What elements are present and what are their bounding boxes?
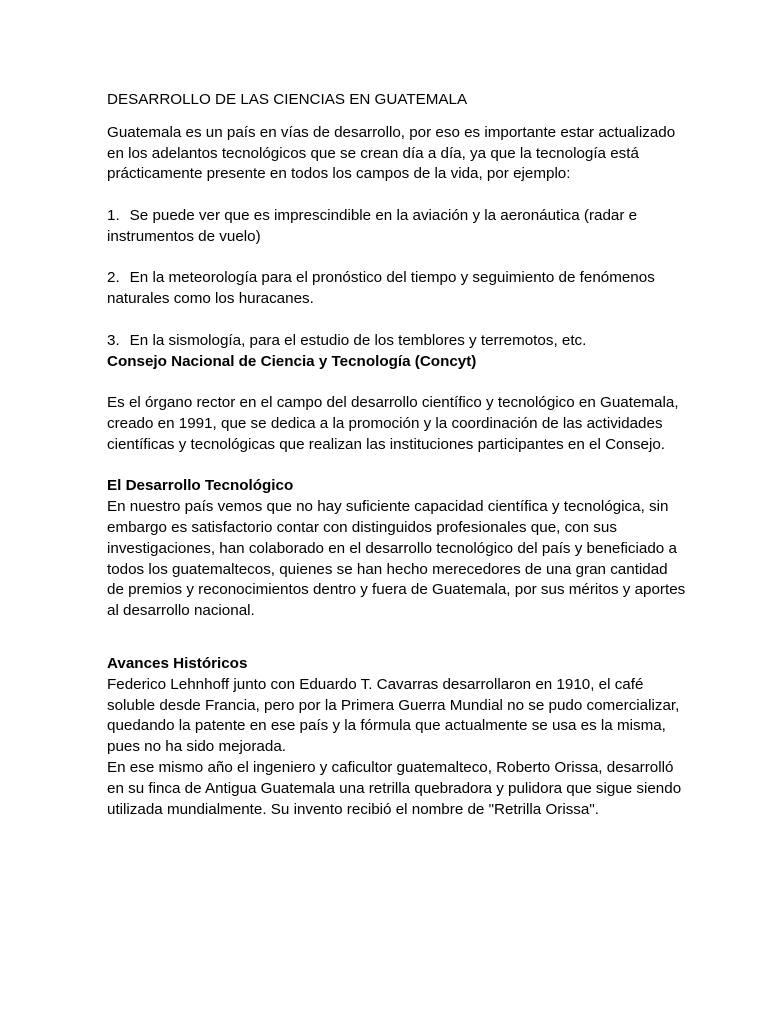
list-item <box>107 206 687 248</box>
list-item-text: En la meteorología para el pronóstico del tiempo y seguimiento de fenómenos naturales como los huracanes. <box>107 269 655 308</box>
section-paragraph: En nuestro país vemos que no hay suficiente capacidad científica y tecnológica, sin embargo es satisfactorio contar con distinguidos profesionales que, con sus investigaciones, han colaborado en el desarrollo tecnológico del país y beneficiado a todos los guatemaltecos, quienes se han hecho merecedores de una gran cantidad de premios y reconocimientos dentro y fuera de Guatemala, por sus méritos y aportes al desarrollo nacional. <box>107 498 686 620</box>
list-item-number: 1. <box>107 206 120 224</box>
document-page <box>107 90 687 820</box>
document-title: DESARROLLO DE LAS CIENCIAS EN GUATEMALA <box>107 91 468 108</box>
section-paragraph: Federico Lehnhoff junto con Eduardo T. Cavarras desarrollaron en 1910, el café soluble desde Francia, pero por la Primera Guerra Mundial no se pudo comercializar, quedando la patente en ese país y la fórmula que actualmente se usa es la misma, pues no ha sido mejorada. <box>107 675 680 756</box>
intro-paragraph: Guatemala es un país en vías de desarrollo, por eso es importante estar actualizado en los adelantos tecnológicos que se crean día a día, ya que la tecnología está prácticamente presente en todos los campos de la vida, por ejemplo: <box>107 123 676 183</box>
section-paragraph: En ese mismo año el ingeniero y caficultor guatemalteco, Roberto Orissa, desarrolló en su finca de Antigua Guatemala una retrilla quebradora y pulidora que sigue siendo utilizada mundialmente. Su invento recibió el nombre de "Retrilla Orissa". <box>107 758 682 818</box>
section-heading-avances: Avances Históricos <box>107 654 248 672</box>
section-heading-concyt: Consejo Nacional de Ciencia y Tecnología (Concyt) <box>107 352 477 370</box>
list-item <box>107 331 687 352</box>
section-heading-desarrollo: El Desarrollo Tecnológico <box>107 477 294 495</box>
list-item <box>107 268 687 310</box>
list-item-text: En la sismología, para el estudio de los temblores y terremotos, etc. <box>129 331 587 349</box>
list-item-text: Se puede ver que es imprescindible en la aviación y la aeronáutica (radar e instrumentos de vuelo) <box>107 206 638 245</box>
section-paragraph: Es el órgano rector en el campo del desarrollo científico y tecnológico en Guatemala, creado en 1991, que se dedica a la promoción y la coordinación de las actividades científicas y tecnológicas que realizan las instituciones participantes en el Consejo. <box>107 394 679 453</box>
list-item-number: 3. <box>107 331 120 349</box>
list-item-number: 2. <box>107 269 120 287</box>
